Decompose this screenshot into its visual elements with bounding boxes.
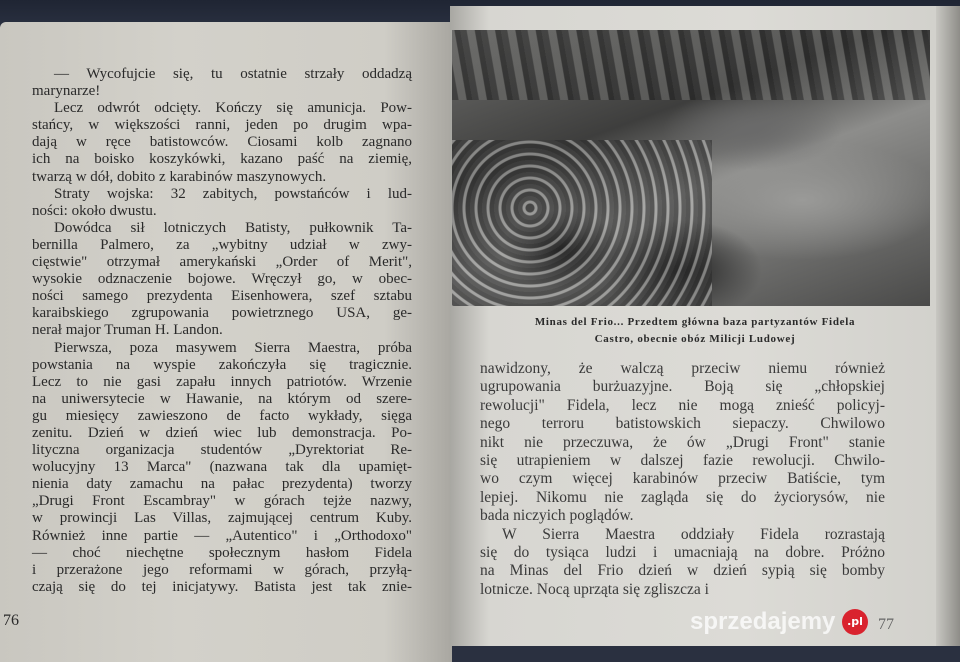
text-line: ności samego prezydenta Eisenhowera, szef sztabu <box>32 288 412 305</box>
caption-line: Castro, obecnie obóz Milicji Ludowej <box>594 333 796 345</box>
text-line: W Sierra Maestra oddziały Fidela rozrastają <box>502 525 885 543</box>
text-line: wolucyjny 13 Marca" (nazwana tak dla upamięt- <box>32 459 412 476</box>
text-line: zenitu. Dzień w dzień wiec lub demonstracja. Po- <box>32 424 412 441</box>
text-line: — Wycofujcie się, tu ostatnie strzały oddadzą <box>54 66 412 82</box>
text-line: nikt nie przeczuwa, że ów „Drugi Front" stanie <box>480 433 885 451</box>
text-line: nerał major Truman H. Landon. <box>32 322 223 339</box>
text-line: bada niczyich poglądów. <box>480 507 634 525</box>
photo-minas-del-frio <box>452 30 930 306</box>
caption-line: Minas del Frio... Przedtem główna baza partyzantów Fidela <box>534 316 856 328</box>
text-line: Również inne partie — „Autentico" i „Orthodoxo" <box>32 527 412 544</box>
text-line: Dowódca sił lotniczych Batisty, pułkownik Ta- <box>54 219 412 236</box>
text-line: karaibskiego zgrupowania powietrznego USA, ge- <box>32 305 412 322</box>
text-line: ności: około dwustu. <box>32 202 157 219</box>
text-line: się do tysiąca ludzi i umacniają na dobre. Próżno <box>480 543 885 561</box>
photo-trees <box>452 30 930 100</box>
text-line: marynarze! <box>32 83 101 100</box>
text-line: cięstwie" otrzymał amerykański „Order of Merit", <box>32 254 412 271</box>
text-line: lityczna organizacja studentów „Dyrektoriat Re- <box>32 442 412 459</box>
text-line: ich na boisko koszykówki, kazano paść na ziemię, <box>32 151 412 168</box>
text-line: stańcy, w większości ranni, jeden po drugim wpa- <box>32 117 412 134</box>
text-line: powstania na wyspie zakończyła się tragicznie. <box>32 356 412 373</box>
text-line: rewolucji" Fidela, lecz nie mogą znieść policyj- <box>480 396 885 414</box>
page-edges <box>936 6 960 646</box>
text-line: się utrapieniem w dalszej fazie rewolucji. Chwilo- <box>480 451 885 469</box>
text-line: ugrupowania burżuazyjne. Boją się „chłopskiej <box>480 378 885 396</box>
text-line: — choć niechętne społecznym hasłom Fidela <box>32 544 412 561</box>
text-line: gu miesięcy zawieszono de facto wykłady, sięga <box>32 407 412 424</box>
text-line: na uniwersytecie w Hawanie, na którym od szere- <box>32 390 412 407</box>
text-line: nego terroru batistowskich siepaczy. Chwilowo <box>480 415 885 433</box>
text-line: Lecz odwrót odcięty. Kończy się amunicja. Pow- <box>54 100 412 117</box>
text-line: Straty wojska: 32 zabitych, powstańców i lud- <box>54 185 412 202</box>
left-page-text <box>32 66 412 596</box>
text-line: nienia daty zamachu na pałac prezydenta) tworzy <box>32 476 412 493</box>
text-line: lepiej. Nikomu nie zagląda się do życiorysów, nie <box>480 488 885 506</box>
text-line: wysokie odznaczenie bojowe. Wręczył go, w obec- <box>32 271 412 288</box>
watermark-badge: .pl <box>842 609 868 635</box>
text-line: lotnicze. Nocą uprząta się zgliszcza i <box>480 580 709 598</box>
text-line: „Drugi Front Escambray" w górach tejże nazwy, <box>32 493 412 510</box>
page-number-left: 76 <box>3 612 19 629</box>
text-line: wo czym więcej karabinów przeciw Batiście, tym <box>480 470 885 488</box>
photo-crowd <box>452 140 712 306</box>
text-line: czają się do tej inicjatywy. Batista jest tak znie- <box>32 578 412 595</box>
text-line: w prowincji Las Villas, zajmującej centrum Kuby. <box>32 510 412 527</box>
text-line: twarzą w dół, dobito z karabinów maszynowych. <box>32 168 327 185</box>
text-line: na Minas del Frio dzień w dzień sypią się bomby <box>480 562 885 580</box>
photo-caption <box>465 314 925 348</box>
text-line: Lecz to nie gasi zapału innych patriotów. Wrzenie <box>32 373 412 390</box>
watermark-logo: sprzedajemy <box>690 608 836 635</box>
text-line: i przerażone jego reformami w górach, przyłą- <box>32 561 412 578</box>
text-line: nawidzony, że walczą przeciw niemu również <box>480 360 885 377</box>
text-line: bernilla Palmero, za „wybitny udział w zwy- <box>32 236 412 253</box>
text-line: Pierwsza, poza masywem Sierra Maestra, próba <box>54 339 412 356</box>
right-page-text <box>480 360 885 599</box>
page-number-right: 77 <box>878 616 894 633</box>
text-line: dają w ręce batistowców. Ciosami kolb zagnano <box>32 134 412 151</box>
